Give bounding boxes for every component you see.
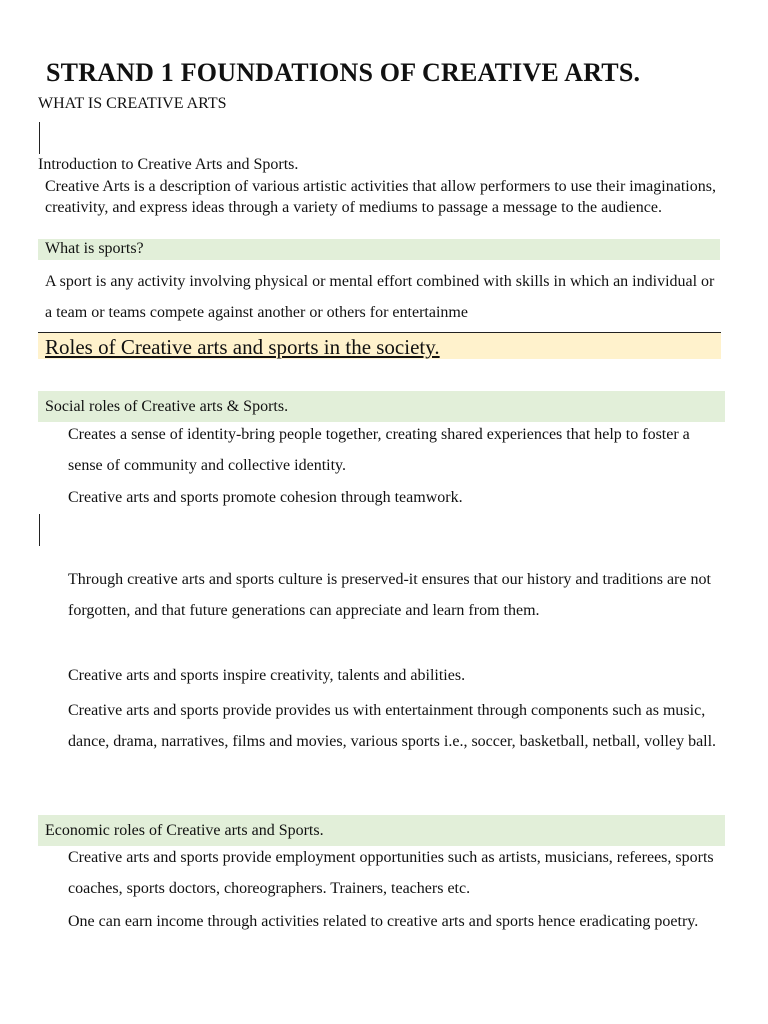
economic-heading: Economic roles of Creative arts and Sports. [45, 822, 324, 839]
list-item [0, 906, 768, 968]
list-item [0, 564, 768, 657]
list-item [0, 695, 768, 788]
social-heading: Social roles of Creative arts & Sports. [45, 398, 289, 415]
list-item [0, 419, 768, 481]
list-item [0, 660, 768, 691]
list-item-text: One can earn income through activities related to creative arts and sports hence eradicating poetry. [68, 913, 699, 930]
list-item-text: Creative arts and sports provide employment opportunities such as artists, musicians, referees, sports coaches, sports doctors, choreographers. Trainers, teachers etc. [68, 849, 714, 897]
social-heading-band [38, 391, 725, 422]
list-item-text: Creative arts and sports inspire creativity, talents and abilities. [68, 667, 466, 684]
list-item-text: Through creative arts and sports culture is preserved-it ensures that our history and traditions are not forgotten, and that future generations can appreciate and learn from them. [68, 571, 711, 619]
document-title: STRAND 1 FOUNDATIONS OF CREATIVE ARTS. [46, 58, 641, 87]
roles-heading: Roles of Creative arts and sports in the society. [45, 335, 440, 359]
roles-heading-band [38, 333, 721, 359]
intro-heading: Introduction to Creative Arts and Sports. [38, 156, 299, 173]
list-item [0, 482, 768, 513]
intro-paragraph: Creative Arts is a description of various artistic activities that allow performers to use their imaginations, creativity, and express ideas through a variety of mediums to passage a message to the audience. [45, 178, 716, 216]
list-item-text: Creative arts and sports provide provides us with entertainment through components such as music, dance, drama, narratives, films and movies, various sports i.e., soccer, basketball, netball, volley ball. [68, 702, 717, 750]
subtitle: WHAT IS CREATIVE ARTS [38, 95, 227, 112]
sports-paragraph: A sport is any activity involving physical or mental effort combined with skills in which an individual or a team or teams compete against another or others for entertainme [45, 273, 715, 321]
sports-heading: What is sports? [45, 240, 144, 257]
list-item [0, 842, 768, 904]
sports-heading-band [38, 239, 720, 260]
list-item-text: Creative arts and sports promote cohesion through teamwork. [68, 489, 463, 506]
text-cursor [39, 514, 40, 546]
list-item-text: Creates a sense of identity-bring people together, creating shared experiences that help to foster a sense of community and collective identity. [68, 426, 690, 474]
text-cursor [39, 122, 40, 154]
